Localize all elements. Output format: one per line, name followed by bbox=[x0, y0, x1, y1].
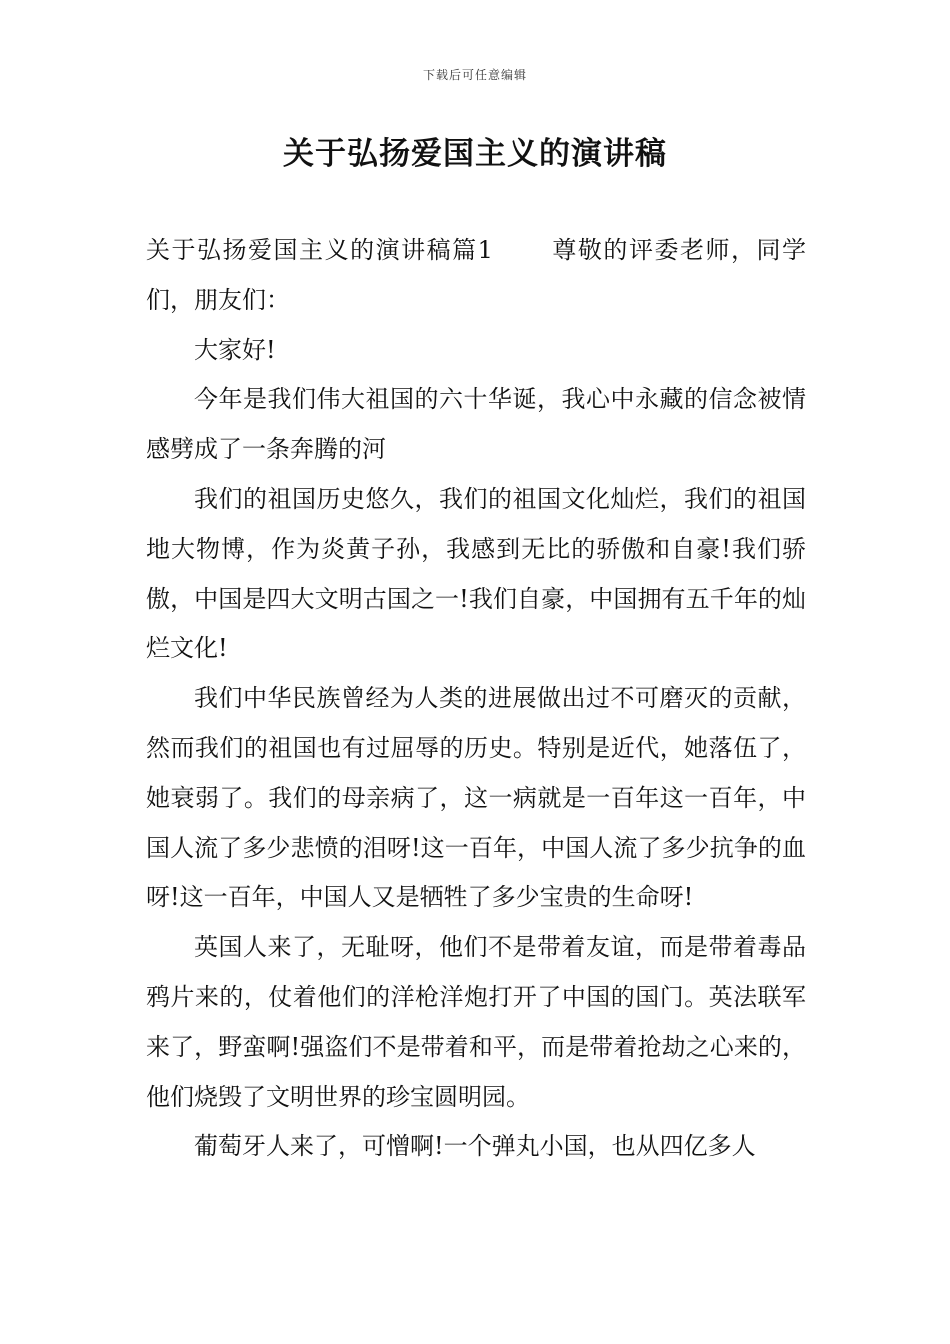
salutation: 尊敬的评委老师，同学们，朋友们： bbox=[146, 236, 807, 314]
document-body bbox=[146, 226, 806, 1172]
paragraph-invaders: 英国人来了，无耻呀，他们不是带着友谊，而是带着毒品鸦片来的，仗着他们的洋枪洋炮打开了中国的国门。英法联军来了，野蛮啊!强盗们不是带着和平，而是带着抢劫之心来的，他们烧毁了文明世界的珍宝圆明园。 bbox=[146, 933, 806, 1111]
paragraph-greeting: 大家好! bbox=[194, 335, 276, 364]
opening-paragraph bbox=[146, 226, 806, 326]
paragraph-history: 我们的祖国历史悠久，我们的祖国文化灿烂，我们的祖国地大物博，作为炎黄子孙，我感到无比的骄傲和自豪!我们骄傲，中国是四大文明古国之一!我们自豪，中国拥有五千年的灿烂文化! bbox=[146, 484, 806, 663]
document-title: 关于弘扬爱国主义的演讲稿 bbox=[283, 136, 667, 172]
header-note: 下载后可任意编辑 bbox=[422, 68, 527, 82]
paragraph-portugal: 葡萄牙人来了，可憎啊!一个弹丸小国，也从四亿多人 bbox=[194, 1132, 756, 1161]
article-heading: 关于弘扬爱国主义的演讲稿篇1 bbox=[146, 236, 493, 264]
paragraph-humiliation: 我们中华民族曾经为人类的进展做出过不可磨灭的贡献，然而我们的祖国也有过屈辱的历史。特别是近代，她落伍了，她衰弱了。我们的母亲病了，这一病就是一百年这一百年，中国人流了多少悲愤的泪呀!这一百年，中国人流了多少抗争的血呀!这一百年，中国人又是牺牲了多少宝贵的生命呀! bbox=[146, 684, 806, 912]
paragraph-anniversary: 今年是我们伟大祖国的六十华诞，我心中永藏的信念被情感劈成了一条奔腾的河 bbox=[146, 385, 806, 464]
